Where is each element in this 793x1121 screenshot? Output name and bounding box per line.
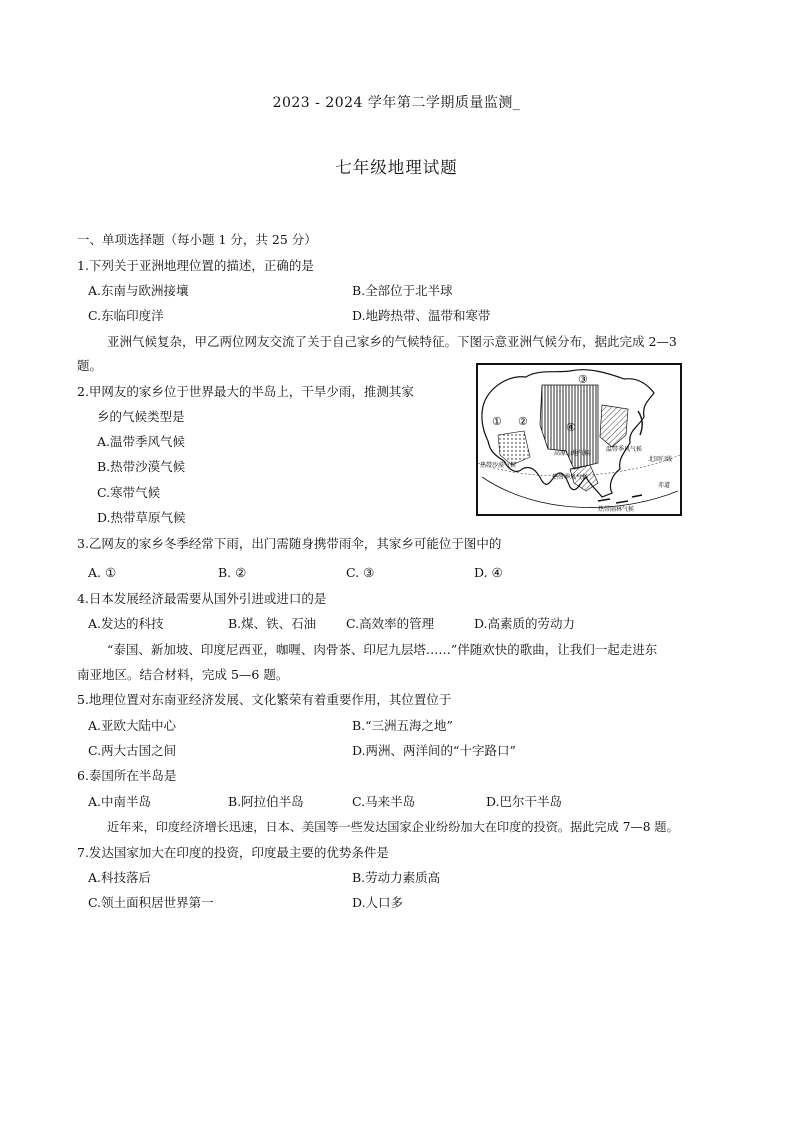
map-label-temperate-monsoon: 温带季风气候: [606, 446, 643, 453]
question-4-option-a: A.发达的科技: [88, 616, 164, 631]
question-4-option-c: C.高效率的管理: [346, 616, 435, 631]
question-3-option-c: C. ③: [346, 565, 375, 580]
question-6-option-c: C.马来半岛: [352, 794, 416, 809]
question-2-option-b: B.热带沙漠气候: [97, 459, 186, 474]
section-heading: 一、单项选择题（每小题 1 分，共 25 分）: [77, 232, 317, 247]
map-label-4: ④: [566, 421, 576, 434]
question-7-option-a: A.科技落后: [88, 870, 152, 885]
question-2-option-d: D.热带草原气候: [97, 510, 186, 525]
map-label-1: ①: [492, 415, 502, 428]
map-label-equator: 赤道: [658, 482, 671, 489]
question-1-option-c: C.东临印度洋: [88, 308, 164, 323]
question-5-option-c: C.两大古国之间: [88, 743, 177, 758]
exam-title: 2023 - 2024 学年第二学期质量监测_: [272, 95, 521, 111]
question-5-option-d: D.两洲、两洋间的“十字路口”: [352, 743, 516, 758]
question-2-stem-line-1: 2.甲网友的家乡位于世界最大的半岛上，干旱少雨，推测其家: [77, 384, 414, 399]
passage-3-line-1: 近年来，印度经济增长迅速，日本、美国等一些发达国家企业纷纷加大在印度的投资。据此完成 7—8 题。: [107, 820, 679, 834]
question-3-stem: 3.乙网友的家乡冬季经常下雨，出门需随身携带雨伞，其家乡可能位于图中的: [77, 536, 502, 551]
question-4-stem: 4.日本发展经济最需要从国外引进或进口的是: [77, 591, 327, 606]
question-6-option-b: B.阿拉伯半岛: [228, 794, 304, 809]
passage-1-line-2: 题。: [77, 358, 103, 373]
map-label-tropical-monsoon: 热带季风气候: [552, 474, 589, 481]
question-2-option-c: C.寒带气候: [97, 485, 161, 500]
passage-1-line-1: 亚洲气候复杂，甲乙两位网友交流了关于自己家乡的气候特征。下图示意亚洲气候分布，据此完成 2—3: [107, 334, 677, 349]
question-2-option-a: A.温带季风气候: [97, 434, 186, 449]
question-6-stem: 6.泰国所在半岛是: [77, 768, 177, 783]
question-7-option-c: C.领土面积居世界第一: [88, 895, 214, 910]
question-7-option-d: D.人口多: [352, 895, 404, 910]
passage-2-line-1: “泰国、新加坡、印度尼西亚，咖喱、肉骨茶、印尼九层塔……”伴随欢快的歌曲，让我们一起走进东: [107, 642, 658, 657]
question-1-option-a: A.东南与欧洲接壤: [88, 283, 189, 298]
map-label-highland: 高原山地气候: [554, 450, 591, 457]
question-4-option-d: D.高素质的劳动力: [474, 616, 576, 631]
exam-subtitle: 七年级地理试题: [335, 158, 458, 177]
question-6-option-d: D.巴尔干半岛: [486, 794, 563, 809]
question-7-stem: 7.发达国家加大在印度的投资，印度最主要的优势条件是: [77, 845, 389, 860]
question-3-option-b: B. ②: [218, 565, 247, 580]
question-7-option-b: B.劳动力素质高: [352, 870, 441, 885]
question-2-stem-line-2: 乡的气候类型是: [97, 409, 185, 424]
question-4-option-b: B.煤、铁、石油: [228, 616, 317, 631]
map-label-2: ②: [518, 415, 528, 428]
question-5-option-a: A.亚欧大陆中心: [88, 718, 177, 733]
question-6-option-a: A.中南半岛: [88, 794, 152, 809]
passage-2-line-2: 南亚地区。结合材料，完成 5—6 题。: [77, 667, 289, 682]
asia-climate-map: [476, 363, 682, 516]
question-3-option-a: A. ①: [88, 565, 117, 580]
question-5-stem: 5.地理位置对东南亚经济发展、文化繁荣有着重要作用，其位置位于: [77, 692, 452, 707]
map-label-rainforest: 热带雨林气候: [598, 506, 635, 513]
map-label-tropic-of-cancer: 北回归线: [648, 456, 673, 463]
map-label-3: ③: [578, 373, 588, 386]
question-5-option-b: B.“三洲五海之地”: [352, 718, 453, 733]
question-1-option-b: B.全部位于北半球: [352, 283, 453, 298]
question-1-stem: 1.下列关于亚洲地理位置的描述，正确的是: [77, 258, 314, 273]
map-label-desert: 热带沙漠气候: [480, 462, 517, 469]
question-1-option-d: D.地跨热带、温带和寒带: [352, 308, 491, 323]
question-3-option-d: D. ④: [474, 565, 503, 580]
